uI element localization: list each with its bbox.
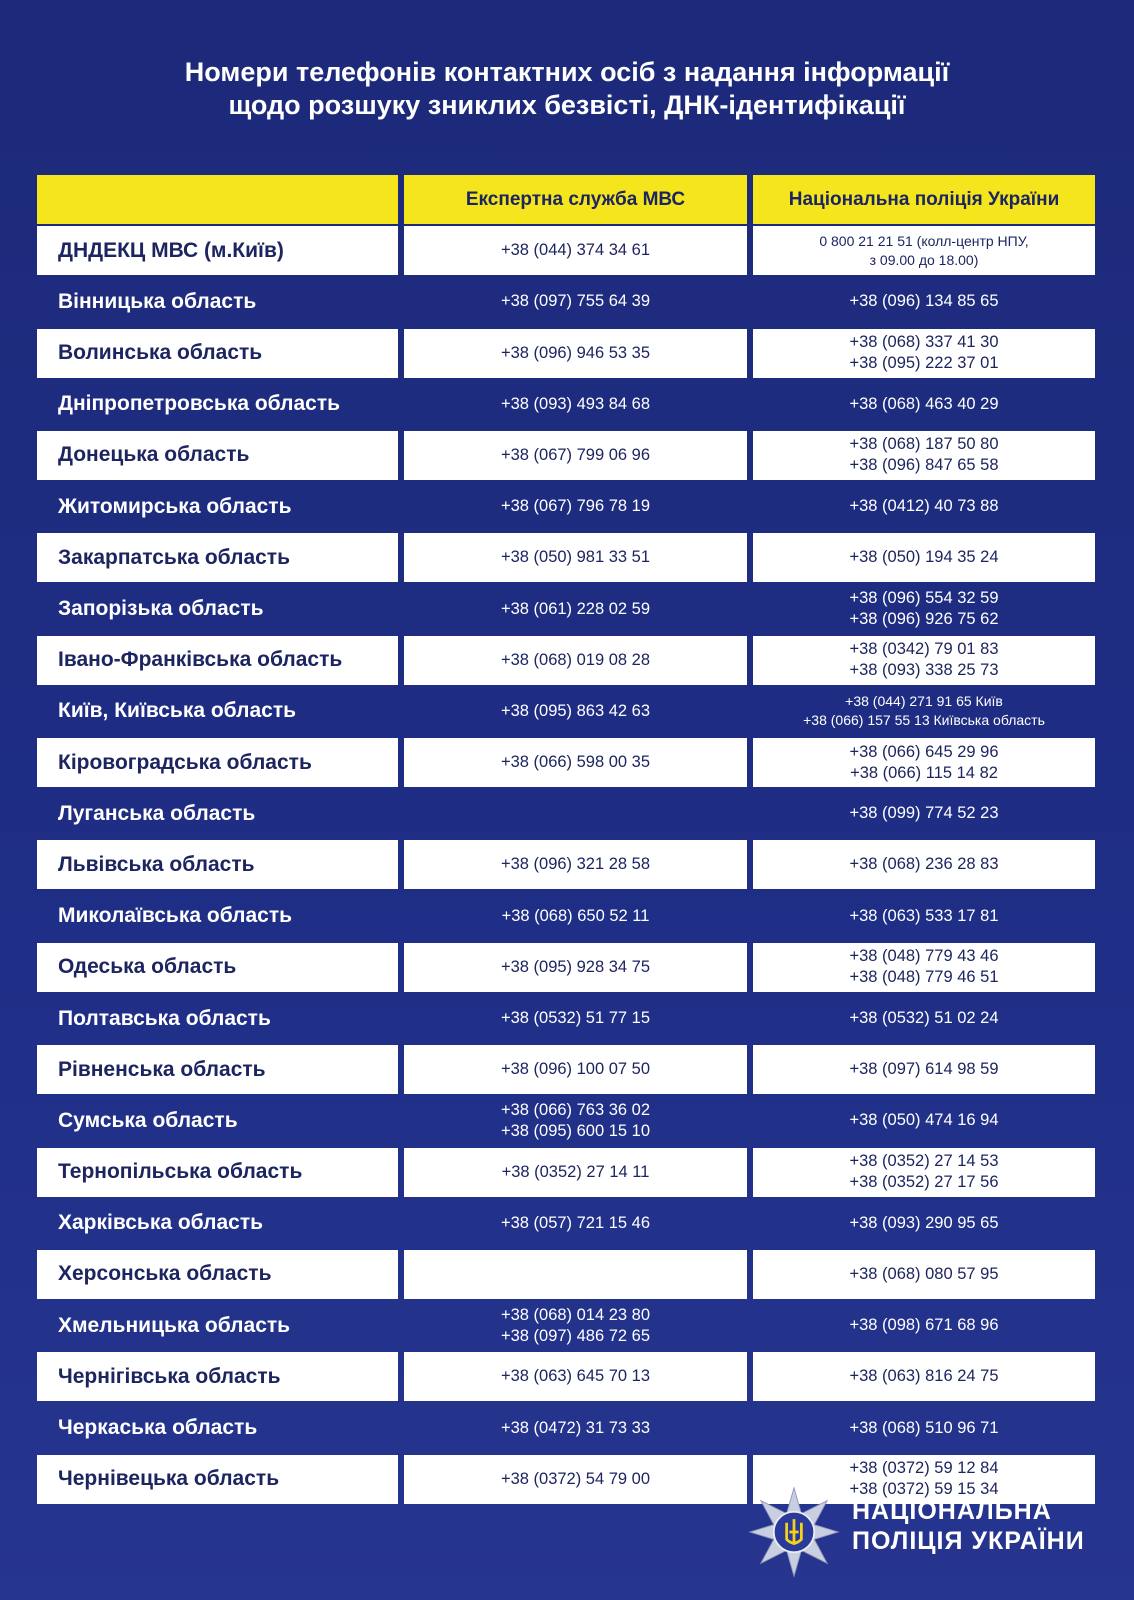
police-phone-cell bbox=[753, 585, 1095, 634]
mvs-phone-cell bbox=[404, 994, 747, 1043]
region-cell bbox=[37, 431, 398, 480]
phone-number: +38 (096) 946 53 35 bbox=[500, 343, 651, 362]
phone-number: +38 (048) 779 46 51 bbox=[849, 968, 999, 987]
police-phone-cell bbox=[753, 380, 1095, 429]
phone-number: 0 800 21 21 51 (колл-центр НПУ, bbox=[819, 232, 1029, 249]
police-phone-cell bbox=[753, 738, 1095, 787]
mvs-phone-cell bbox=[404, 1045, 747, 1094]
region-cell bbox=[37, 1096, 398, 1145]
police-phone-cell bbox=[753, 1096, 1095, 1145]
region-cell bbox=[37, 585, 398, 634]
region-name: Донецька область bbox=[58, 443, 250, 467]
phone-number: +38 (044) 271 91 65 Київ bbox=[845, 693, 1003, 710]
region-name: Полтавська область bbox=[58, 1006, 271, 1030]
police-phone-cell bbox=[753, 1352, 1095, 1401]
table-row bbox=[37, 1250, 1095, 1301]
region-name: Сумська область bbox=[58, 1108, 238, 1132]
region-name: Черкаська область bbox=[58, 1416, 258, 1439]
region-cell bbox=[37, 789, 398, 838]
mvs-phone-cell bbox=[404, 1301, 747, 1350]
region-name: Рівненська область bbox=[58, 1057, 266, 1081]
police-logo-text bbox=[852, 1496, 1085, 1556]
phone-number: +38 (096) 554 32 59 bbox=[849, 589, 999, 607]
phone-number: +38 (098) 671 68 96 bbox=[849, 1316, 999, 1335]
police-phone-cell bbox=[753, 226, 1095, 275]
mvs-phone-cell bbox=[404, 840, 747, 889]
mvs-phone-cell bbox=[404, 1250, 747, 1299]
police-logo bbox=[748, 1486, 1088, 1586]
phone-number: +38 (0412) 40 73 88 bbox=[849, 497, 999, 516]
mvs-phone-cell bbox=[404, 738, 747, 787]
region-name: Миколаївська область bbox=[58, 904, 293, 928]
mvs-phone-cell bbox=[404, 892, 747, 941]
phone-number: +38 (066) 157 55 13 Київська область bbox=[803, 712, 1045, 729]
table-row bbox=[37, 994, 1095, 1045]
police-phone-cell bbox=[753, 840, 1095, 889]
police-phone-cell bbox=[753, 1404, 1095, 1453]
region-cell bbox=[37, 1455, 398, 1504]
phone-number: +38 (068) 236 28 83 bbox=[849, 855, 999, 874]
region-name: Хмельницька область bbox=[58, 1313, 291, 1337]
region-name: Львівська область bbox=[58, 852, 255, 876]
police-phone-cell bbox=[753, 943, 1095, 992]
logo-line-2: ПОЛІЦІЯ УКРАЇНИ bbox=[852, 1527, 1085, 1555]
region-cell bbox=[37, 533, 398, 582]
phone-number: +38 (093) 338 25 73 bbox=[849, 661, 999, 680]
table-row bbox=[37, 1148, 1095, 1199]
page-title bbox=[0, 56, 1134, 122]
phone-number: +38 (063) 645 70 13 bbox=[500, 1367, 651, 1386]
region-cell bbox=[37, 1148, 398, 1197]
region-cell bbox=[37, 994, 398, 1043]
phone-number: +38 (068) 019 08 28 bbox=[500, 650, 651, 669]
table-row bbox=[37, 1352, 1095, 1403]
phone-number: +38 (068) 187 50 80 bbox=[849, 435, 999, 454]
region-name: Одеська область bbox=[58, 955, 237, 979]
region-cell bbox=[37, 277, 398, 326]
table-row bbox=[37, 892, 1095, 943]
phone-number: +38 (068) 510 96 71 bbox=[849, 1418, 999, 1437]
phone-number: +38 (063) 816 24 75 bbox=[849, 1367, 999, 1386]
region-cell bbox=[37, 482, 398, 531]
mvs-phone-cell bbox=[404, 482, 747, 531]
phone-number: +38 (063) 533 17 81 bbox=[849, 906, 999, 925]
phone-number: +38 (067) 796 78 19 bbox=[500, 497, 651, 516]
table-row bbox=[37, 840, 1095, 891]
mvs-phone-cell bbox=[404, 636, 747, 685]
police-phone-cell bbox=[753, 431, 1095, 480]
phone-number: +38 (067) 799 06 96 bbox=[500, 445, 651, 464]
phone-number: +38 (096) 100 07 50 bbox=[500, 1060, 651, 1079]
phone-number: +38 (066) 598 00 35 bbox=[500, 753, 651, 772]
mvs-phone-cell bbox=[404, 943, 747, 992]
phone-number: +38 (0352) 27 17 56 bbox=[849, 1173, 999, 1192]
phone-number: +38 (096) 847 65 58 bbox=[849, 456, 999, 475]
police-phone-cell bbox=[753, 636, 1095, 685]
phone-number: +38 (0472) 31 73 33 bbox=[500, 1418, 651, 1437]
table-row bbox=[37, 277, 1095, 328]
table-row bbox=[37, 789, 1095, 840]
region-name: Вінницька область bbox=[58, 289, 257, 313]
police-phone-cell bbox=[753, 482, 1095, 531]
phone-number: +38 (068) 014 23 80 bbox=[500, 1305, 651, 1324]
region-name: Херсонська область bbox=[58, 1262, 272, 1286]
phone-number: +38 (0532) 51 77 15 bbox=[500, 1009, 651, 1027]
phone-number: +38 (050) 981 33 51 bbox=[500, 548, 651, 567]
header-mvs: Експертна служба МВС bbox=[404, 175, 747, 224]
phone-number: з 09.00 до 18.00) bbox=[869, 251, 979, 268]
phone-number: +38 (068) 463 40 29 bbox=[849, 394, 999, 413]
phone-number: +38 (093) 290 95 65 bbox=[849, 1213, 999, 1232]
title-line-2: щодо розшуку зниклих безвісті, ДНК-ідентифікації bbox=[228, 90, 906, 120]
header-empty-cell bbox=[37, 175, 398, 224]
police-phone-cell bbox=[753, 1250, 1095, 1299]
phone-number: +38 (096) 926 75 62 bbox=[849, 610, 999, 628]
phone-number: +38 (050) 474 16 94 bbox=[849, 1111, 999, 1130]
mvs-phone-cell bbox=[404, 1404, 747, 1453]
mvs-phone-cell bbox=[404, 380, 747, 429]
region-name: Київ, Київська область bbox=[58, 699, 297, 723]
table-row bbox=[37, 738, 1095, 789]
table-row bbox=[37, 482, 1095, 533]
region-cell bbox=[37, 738, 398, 787]
phone-number: +38 (048) 779 43 46 bbox=[849, 947, 999, 966]
region-cell bbox=[37, 380, 398, 429]
police-phone-cell bbox=[753, 1148, 1095, 1197]
region-cell bbox=[37, 226, 398, 275]
region-name: Луганська область bbox=[58, 801, 256, 825]
region-cell bbox=[37, 1199, 398, 1248]
table-row bbox=[37, 585, 1095, 636]
table-row bbox=[37, 533, 1095, 584]
phone-number: +38 (066) 763 36 02 bbox=[500, 1100, 651, 1119]
contacts-table bbox=[37, 175, 1095, 1506]
logo-line-1: НАЦІОНАЛЬНА bbox=[852, 1497, 1052, 1525]
phone-number: +38 (0532) 51 02 24 bbox=[849, 1009, 999, 1027]
header-police: Національна поліція України bbox=[753, 175, 1095, 224]
mvs-phone-cell bbox=[404, 277, 747, 326]
region-cell bbox=[37, 687, 398, 736]
title-line-1: Номери телефонів контактних осіб з надання інформації bbox=[184, 57, 950, 87]
region-name: Житомирська область bbox=[58, 494, 292, 518]
phone-number: +38 (0342) 79 01 83 bbox=[849, 640, 999, 659]
phone-number: +38 (099) 774 52 23 bbox=[849, 804, 999, 823]
region-cell bbox=[37, 943, 398, 992]
mvs-phone-cell bbox=[404, 226, 747, 275]
region-name: ДНДЕКЦ МВС (м.Київ) bbox=[58, 238, 284, 262]
mvs-phone-cell bbox=[404, 1148, 747, 1197]
police-phone-cell bbox=[753, 1199, 1095, 1248]
phone-number: +38 (0352) 27 14 11 bbox=[501, 1162, 650, 1181]
phone-number: +38 (097) 614 98 59 bbox=[849, 1060, 999, 1079]
police-phone-cell bbox=[753, 789, 1095, 838]
phone-number: +38 (0352) 27 14 53 bbox=[849, 1152, 999, 1171]
table-row bbox=[37, 1404, 1095, 1455]
phone-number: +38 (050) 194 35 24 bbox=[849, 548, 999, 567]
police-phone-cell bbox=[753, 533, 1095, 582]
region-name: Чернівецька область bbox=[58, 1467, 280, 1491]
phone-number: +38 (057) 721 15 46 bbox=[500, 1213, 651, 1232]
table-row bbox=[37, 380, 1095, 431]
region-cell bbox=[37, 1045, 398, 1094]
region-cell bbox=[37, 636, 398, 685]
police-phone-cell bbox=[753, 1045, 1095, 1094]
table-row bbox=[37, 636, 1095, 687]
table-row bbox=[37, 431, 1095, 482]
region-name: Волинська область bbox=[58, 341, 263, 365]
police-phone-cell bbox=[753, 687, 1095, 736]
phone-number: +38 (068) 337 41 30 bbox=[849, 333, 999, 352]
region-name: Тернопільська область bbox=[58, 1160, 303, 1184]
region-cell bbox=[37, 329, 398, 378]
police-phone-cell bbox=[753, 277, 1095, 326]
police-phone-cell bbox=[753, 329, 1095, 378]
phone-number: +38 (095) 928 34 75 bbox=[500, 957, 651, 976]
phone-number: +38 (068) 080 57 95 bbox=[849, 1264, 999, 1283]
mvs-phone-cell bbox=[404, 1096, 747, 1145]
police-phone-cell bbox=[753, 994, 1095, 1043]
phone-number: +38 (095) 222 37 01 bbox=[849, 354, 999, 373]
phone-number: +38 (068) 650 52 11 bbox=[501, 906, 650, 925]
region-cell bbox=[37, 1301, 398, 1350]
mvs-phone-cell bbox=[404, 687, 747, 736]
phone-number: +38 (0372) 59 15 34 bbox=[849, 1480, 999, 1499]
table-header-row bbox=[37, 175, 1095, 226]
phone-number: +38 (093) 493 84 68 bbox=[500, 394, 651, 413]
phone-number: +38 (097) 755 64 39 bbox=[500, 292, 651, 311]
phone-number: +38 (096) 134 85 65 bbox=[849, 292, 999, 311]
phone-number: +38 (095) 600 15 10 bbox=[500, 1121, 651, 1140]
mvs-phone-cell bbox=[404, 585, 747, 634]
table-row bbox=[37, 687, 1095, 738]
region-name: Івано-Франківська область bbox=[58, 648, 343, 672]
mvs-phone-cell bbox=[404, 789, 747, 838]
police-phone-cell bbox=[753, 1301, 1095, 1350]
police-phone-cell bbox=[753, 892, 1095, 941]
mvs-phone-cell bbox=[404, 1352, 747, 1401]
region-name: Запорізька область bbox=[58, 597, 264, 620]
phone-number: +38 (044) 374 34 61 bbox=[500, 241, 651, 260]
region-name: Закарпатська область bbox=[58, 545, 291, 569]
phone-number: +38 (097) 486 72 65 bbox=[500, 1326, 651, 1345]
region-cell bbox=[37, 1250, 398, 1299]
phone-number: +38 (066) 645 29 96 bbox=[849, 742, 999, 761]
phone-number: +38 (0372) 54 79 00 bbox=[500, 1469, 651, 1488]
region-cell bbox=[37, 1404, 398, 1453]
table-row bbox=[37, 1199, 1095, 1250]
phone-number: +38 (095) 863 42 63 bbox=[500, 701, 651, 720]
phone-number: +38 (061) 228 02 59 bbox=[500, 599, 651, 618]
mvs-phone-cell bbox=[404, 431, 747, 480]
phone-number: +38 (0372) 59 12 84 bbox=[849, 1459, 999, 1478]
region-name: Харківська область bbox=[58, 1211, 264, 1235]
mvs-phone-cell bbox=[404, 1199, 747, 1248]
mvs-phone-cell bbox=[404, 533, 747, 582]
region-name: Кіровоградська область bbox=[58, 750, 312, 774]
table-row bbox=[37, 943, 1095, 994]
table-row bbox=[37, 1301, 1095, 1352]
region-cell bbox=[37, 1352, 398, 1401]
region-name: Чернігівська область bbox=[58, 1364, 281, 1388]
phone-number: +38 (066) 115 14 82 bbox=[850, 763, 998, 782]
police-star-badge-icon bbox=[748, 1486, 840, 1578]
region-cell bbox=[37, 840, 398, 889]
table-row bbox=[37, 329, 1095, 380]
region-cell bbox=[37, 892, 398, 941]
region-name: Дніпропетровська область bbox=[58, 392, 341, 416]
table-row bbox=[37, 1096, 1095, 1147]
mvs-phone-cell bbox=[404, 1455, 747, 1504]
phone-number: +38 (096) 321 28 58 bbox=[500, 855, 651, 874]
table-row bbox=[37, 226, 1095, 277]
table-row bbox=[37, 1045, 1095, 1096]
mvs-phone-cell bbox=[404, 329, 747, 378]
